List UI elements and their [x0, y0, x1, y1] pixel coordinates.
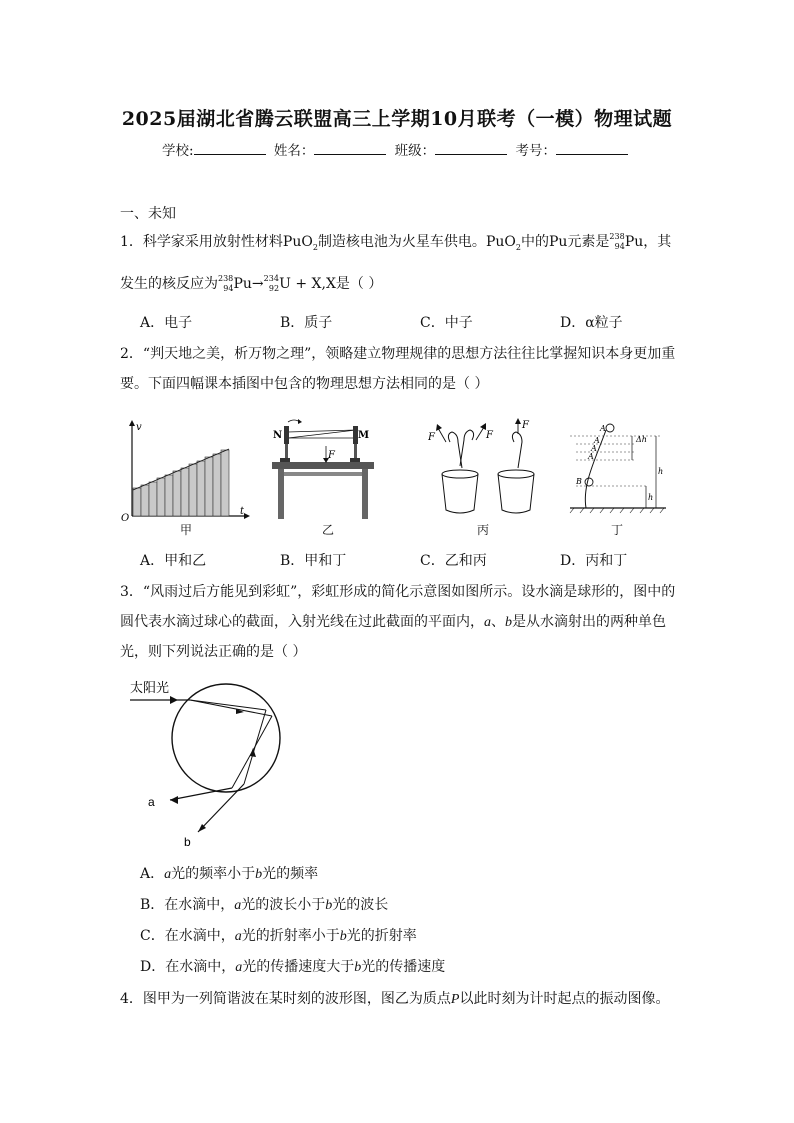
- isotope-pu238: $^{238}_{94}$Pu: [218, 274, 252, 293]
- name-label: 姓名：: [273, 143, 315, 159]
- q1-option-c[interactable]: C．中子: [420, 315, 473, 331]
- svg-text:h: h: [648, 493, 654, 502]
- svg-text:A: A: [594, 436, 600, 445]
- school-label: 学校:: [162, 143, 194, 159]
- caption-yi: 乙: [322, 523, 335, 537]
- q1-option-a[interactable]: A．电子: [140, 315, 193, 331]
- q3-option-c[interactable]: C．在水滴中，a光的折射率小于b光的折射率: [140, 928, 417, 944]
- q3-line1: 3．“风雨过后方能见到彩虹”，彩虹形成的简化示意图如图所示。设水滴是球形的，图中的: [120, 584, 676, 600]
- isotope-pu238: $^{238}_{94}$Pu: [609, 232, 644, 251]
- element-pu: Pu: [548, 234, 568, 250]
- caption-ding: 丁: [611, 523, 624, 537]
- label-f: F: [522, 420, 529, 431]
- q1-text: 元素是: [567, 234, 610, 250]
- q2-option-a[interactable]: A．甲和乙: [140, 553, 207, 569]
- sunlight-label: 太阳光: [130, 680, 170, 695]
- section-header: 一、未知: [120, 206, 176, 222]
- label-f2: F: [486, 430, 493, 441]
- isotope-u234: $^{234}_{92}$: [263, 274, 280, 293]
- q2-line1: 2．“判天地之美，析万物之理”，领略建立物理规律的思想方法往往比掌握知识本身更加重: [120, 346, 676, 362]
- svg-text:A: A: [588, 452, 594, 461]
- page-title: 2025届湖北省腾云联盟高三上学期10月联考（一模）物理试题: [121, 108, 673, 130]
- caption-bing: 丙: [477, 523, 490, 537]
- axis-v-label: v: [136, 422, 142, 433]
- q3-line3: 光，则下列说法正确的是（ ）: [120, 644, 307, 660]
- svg-text:B: B: [576, 477, 582, 486]
- q1-text: 1．科学家采用放射性材料: [120, 234, 283, 250]
- q1-text: 制造核电池为火星车供电。: [317, 234, 486, 250]
- q2-line2: 要。下面四幅课本插图中包含的物理思想方法相同的是（ ）: [120, 376, 489, 392]
- ray-a-label: a: [148, 795, 155, 809]
- q1-line2: [120, 268, 680, 302]
- q1-option-d[interactable]: D．α粒子: [560, 315, 623, 331]
- q1-text: U + X,X是（ ）: [279, 276, 383, 292]
- label-f: F: [328, 450, 335, 461]
- caption-jia: 甲: [180, 523, 193, 537]
- exam-no-label: 考号：: [515, 143, 556, 159]
- q1-text: 中的: [520, 234, 549, 250]
- arrow-symbol: →: [251, 276, 264, 292]
- q4-line1: 4．图甲为一列简谐波在某时刻的波形图，图乙为质点P以此时刻为计时起点的振动图像。: [120, 991, 670, 1007]
- axis-t-label: t: [240, 506, 245, 517]
- svg-text:A: A: [591, 444, 597, 453]
- label-m: M: [358, 430, 370, 441]
- q3-option-a[interactable]: A．a光的频率小于b光的频率: [140, 866, 319, 882]
- q1-text: ，其: [643, 234, 672, 250]
- class-label: 班级：: [394, 143, 436, 159]
- q3-line2: 圆代表水滴过球心的截面，入射光线在过此截面的平面内，a、b是从水滴射出的两种单色: [120, 614, 666, 630]
- q1-text: 发生的核反应为: [120, 276, 218, 292]
- exam-no-field[interactable]: [556, 142, 628, 155]
- q3-option-d[interactable]: D．在水滴中，a光的传播速度大于b光的传播速度: [140, 959, 446, 975]
- class-field[interactable]: [435, 142, 507, 155]
- ray-b-label: b: [184, 835, 191, 849]
- q1-option-b[interactable]: B．质子: [280, 315, 333, 331]
- q1-options: [120, 312, 680, 332]
- figure-raindrop: [126, 676, 286, 852]
- q1-line1: [120, 226, 680, 264]
- q2-option-b[interactable]: B．甲和丁: [280, 553, 347, 569]
- label-n: N: [273, 430, 283, 441]
- q2-option-c[interactable]: C．乙和丙: [420, 553, 487, 569]
- svg-text:h: h: [658, 467, 664, 476]
- q2-options: [120, 550, 680, 570]
- q3-option-b[interactable]: B．在水滴中，a光的波长小于b光的波长: [140, 897, 389, 913]
- name-field[interactable]: [314, 142, 386, 155]
- svg-text:Δh: Δh: [636, 435, 647, 444]
- school-field[interactable]: [194, 142, 266, 155]
- student-info-line: [0, 139, 794, 159]
- formula-puo2: PuO$_2$: [485, 234, 521, 252]
- q2-option-d[interactable]: D．丙和丁: [560, 553, 628, 569]
- svg-text:A: A: [600, 424, 606, 433]
- staircase-bars: [133, 450, 229, 516]
- formula-puo2: PuO$_2$: [282, 234, 318, 252]
- origin-label: O: [121, 513, 130, 524]
- label-f1: F: [428, 432, 435, 443]
